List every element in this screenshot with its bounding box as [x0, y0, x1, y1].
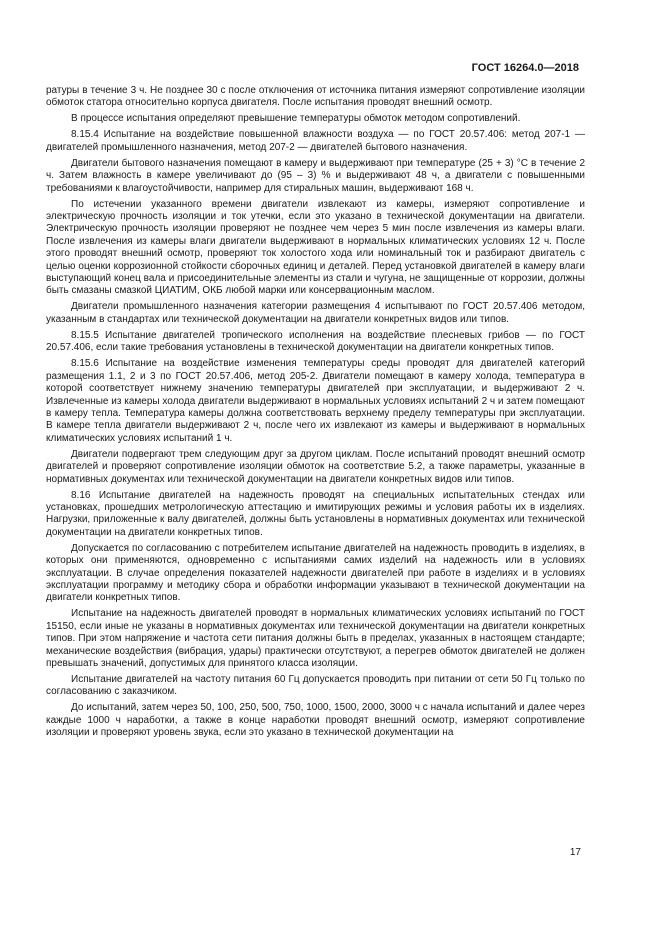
paragraph-continuation: ратуры в течение 3 ч. Не позднее 30 с после отключения от источника питания измеряют сопротивление изоляции обмоток статора относительно корпуса двигателя. После испытания проводят внешний осмотр.: [46, 85, 585, 109]
paragraph: Испытание двигателей на частоту питания 60 Гц допускается проводить при питании от сети 50 Гц только по согласованию с заказчиком.: [46, 674, 585, 698]
paragraph-8-16: 8.16 Испытание двигателей на надежность проводят на специальных испытательных стендах или установках, прошедших метрологическую аттестацию и имитирующих режимы и условия работы их в изделиях. Нагрузки, приложенные к валу двигателей, должны быть установлены в нормативных документах или технической документации на двигатели конкретных типов.: [46, 489, 585, 538]
paragraph: До испытаний, затем через 50, 100, 250, 500, 750, 1000, 1500, 2000, 3000 ч с начала испытаний и далее через каждые 1000 ч наработки, а также в конце наработки проводят внешний осмотр, измеряют сопротивление изоляции и проверяют уровень звука, если это указано в технической документации на: [46, 702, 585, 739]
paragraph: В процессе испытания определяют превышение температуры обмоток методом сопротивлений.: [71, 113, 521, 125]
paragraph: Двигатели бытового назначения помещают в камеру и выдерживают при температуре (25 + 3) °С в течение 2 ч. Затем влажность в камере увеличивают до (95 – 3) % и выдерживают 48 ч, а двигатели с повышенными требованиями к влагоустойчивости, например для стиральных машин, выдерживают 168 ч.: [46, 157, 585, 194]
page-number: 17: [569, 847, 581, 858]
document-id-header: ГОСТ 16264.0—2018: [471, 62, 579, 74]
paragraph: Двигатели промышленного назначения категории размещения 4 испытывают по ГОСТ 20.57.406 методом, указанным в стандартах или технической документации на двигатели конкретных видов или типов.: [46, 301, 585, 325]
paragraph-8-15-4: 8.15.4 Испытание на воздействие повышенной влажности воздуха — по ГОСТ 20.57.406: метод 207-1 — двигателей промышленного назначения, метод 207-2 — двигателей бытового назначения.: [46, 129, 585, 153]
paragraph: Двигатели подвергают трем следующим друг за другом циклам. После испытаний проводят внешний осмотр двигателей и проверяют сопротивление изоляции обмоток на соответствие 5.2, а также параметры, указанные в нормативных документах или технической документации на двигатели конкретных видов или типов.: [46, 448, 585, 485]
document-body: [46, 85, 585, 743]
paragraph-8-15-5: 8.15.5 Испытание двигателей тропического исполнения на воздействие плесневых грибов — по ГОСТ 20.57.406, если такие требования установлены в технической документации на двигатели конкретных типов.: [46, 329, 585, 354]
paragraph: Допускается по согласованию с потребителем испытание двигателей на надежность проводить в изделиях, в которых они применяются, одновременно с испытаниями самих изделий на надежность или в условиях эксплуатации. В случае определения показателей надежности двигателей при работе в изделиях и в условиях эксплуатации программу и методику сбора и обработки информации указывают в технической документации на двигатели конкретных типов.: [46, 542, 585, 604]
paragraph: По истечении указанного времени двигатели извлекают из камеры, измеряют сопротивление и электрическую прочность изоляции и ток утечки, если это указано в технической документации на двигатели. Электрическую прочность изоляции проверяют не позднее чем через 5 мин после извлечения из камеры влаги. После извлечения из камеры влаги двигатели выдерживают в нормальных климатических условиях 12 ч. После этого проводят внешний осмотр, проверяют ток холостого хода или номинальный ток и разбирают двигатель с целью оценки коррозионной стойкости сборочных единиц и деталей. Перед установкой двигателей в камеру влаги выступающий конец вала и присоединительные элементы из стали и чугуна, не защищенные от коррозии, должны быть смазаны смазкой ЦИАТИМ, ОКБ любой марки или консервационным маслом.: [46, 198, 585, 297]
paragraph-8-15-6: 8.15.6 Испытание на воздействие изменения температуры среды проводят для двигателей категорий размещения 1.1, 2 и 3 по ГОСТ 20.57.406, метод 205-2. Двигатели помещают в камеру холода, температура в которой соответствует нижнему значению температуры двигателей при эксплуатации, и выдерживают 2 ч. Извлеченные из камеры холода двигатели выдерживают в нормальных условиях испытаний 2 ч и затем помещают в камеру тепла. Температура камеры должна соответствовать верхнему пределу температуры при эксплуатации. В камере тепла двигатели выдерживают 2 ч, после чего их извлекают из камеры и выдерживают в нормальных климатических условиях испытаний 1 ч.: [46, 358, 585, 444]
paragraph: Испытание на надежность двигателей проводят в нормальных климатических условиях испытаний по ГОСТ 15150, если иные не указаны в нормативных документах или технической документации на двигатели конкретных типов. При этом напряжение и частота сети питания должны быть в пределах, указанных в настоящем стандарте; механические воздействия (вибрация, удары) практически отсутствуют, а перегрев обмоток двигателей не должен превышать значений, допустимых для принятого класса изоляции.: [46, 608, 585, 669]
